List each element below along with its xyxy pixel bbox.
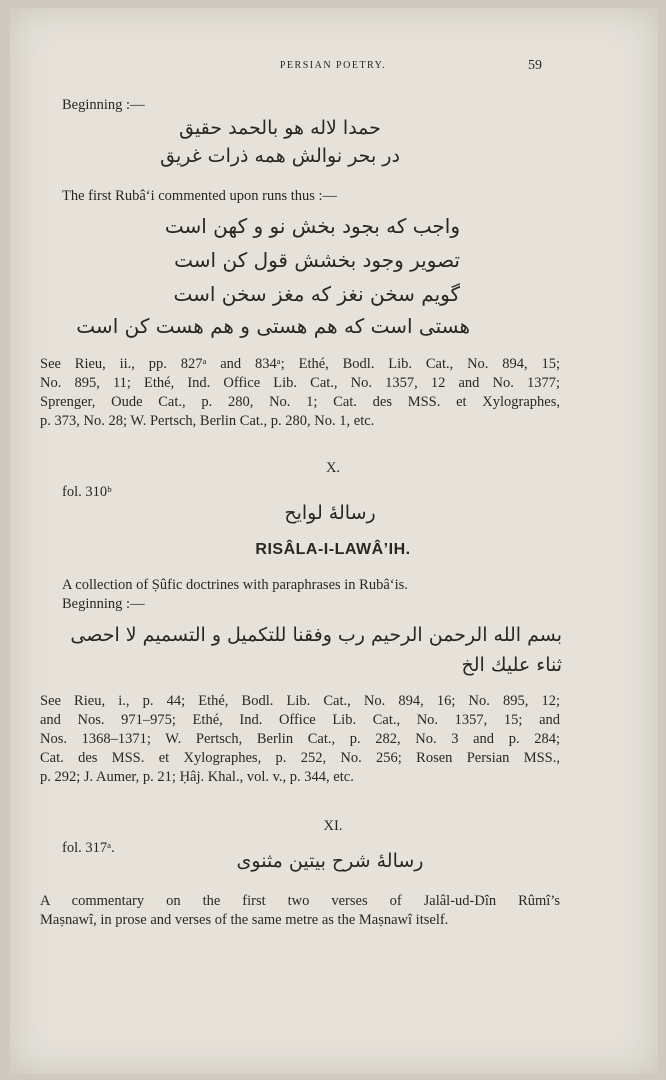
reference-line: p. 292; J. Aumer, p. 21; Ḥâj. Khal., vol. v., p. 344, etc. — [40, 769, 354, 785]
section-title: RISÂLA-I-LAWÂ’IH. — [255, 541, 411, 558]
reference-line: Sprenger, Oude Cat., p. 280, No. 1; Cat. des MSS. et Xylographes, — [40, 394, 560, 410]
folio-reference: fol. 310ᵇ — [62, 484, 112, 500]
section-description: A collection of Ṣûfic doctrines with paraphrases in Rubâ‘is. — [62, 577, 408, 593]
persian-beginning-line-2: در بحر نوالش همه ذرات غریق — [160, 145, 400, 167]
rubai-line-3: گویم سخن نغز که مغز سخن است — [173, 282, 460, 306]
references-block-1 — [40, 355, 560, 431]
reference-line: See Rieu, ii., pp. 827ᵃ and 834ᵃ; Ethé, Bodl. Lib. Cat., No. 894, 15; — [40, 356, 560, 372]
persian-title: رسالهٔ شرح بیتین مثنوی — [236, 850, 424, 872]
section-description — [40, 892, 560, 930]
reference-line: and Nos. 971–975; Ethé, Ind. Office Lib. Cat., No. 1357, 15; and — [40, 712, 560, 728]
folio-reference: fol. 317ᵃ. — [62, 840, 115, 856]
description-line: A commentary on the first two verses of Jalâl-ud-Dîn Rûmî’s — [40, 893, 560, 909]
rubai-line-2: تصویر وجود بخشش قول کن است — [174, 248, 460, 272]
persian-beginning-line-1: حمدا لاله هو بالحمد حقیق — [179, 117, 381, 139]
references-block-2 — [40, 692, 560, 787]
rubai-line-4: هستی است که هم هستی و هم هست کن است — [76, 314, 470, 338]
reference-line: No. 895, 11; Ethé, Ind. Office Lib. Cat., No. 1357, 12 and No. 1377; — [40, 375, 560, 391]
persian-title: رسالهٔ لوایح — [284, 502, 376, 524]
page-number: 59 — [528, 58, 542, 73]
reference-line: Cat. des MSS. et Xylographes, p. 252, No. 256; Rosen Persian MSS., — [40, 750, 560, 766]
persian-beginning-line-1: بسم الله الرحمن الرحیم رب وفقنا للتکمیل و التسمیم لا احصی — [70, 624, 562, 646]
persian-beginning-line-2: ثناء علیك الخ — [461, 654, 562, 676]
beginning-label: Beginning :— — [62, 97, 145, 113]
section-numeral-x: X. — [325, 460, 341, 476]
reference-line: p. 373, No. 28; W. Pertsch, Berlin Cat., p. 280, No. 1, etc. — [40, 413, 375, 429]
reference-line: Nos. 1368–1371; W. Pertsch, Berlin Cat., p. 282, No. 3 and p. 284; — [40, 731, 560, 747]
rubai-line-1: واجب که بجود بخش نو و کهن است — [164, 214, 460, 238]
section-numeral-xi: XI. — [323, 818, 343, 834]
beginning-label: Beginning :— — [62, 596, 145, 612]
rubai-intro: The first Rubâ‘i commented upon runs thus :— — [62, 188, 338, 204]
description-line: Maṣnawî, in prose and verses of the same metre as the Maṣnawî itself. — [40, 912, 449, 928]
running-title: PERSIAN POETRY. — [279, 60, 387, 71]
reference-line: See Rieu, i., p. 44; Ethé, Bodl. Lib. Cat., No. 894, 16; No. 895, 12; — [40, 693, 560, 709]
